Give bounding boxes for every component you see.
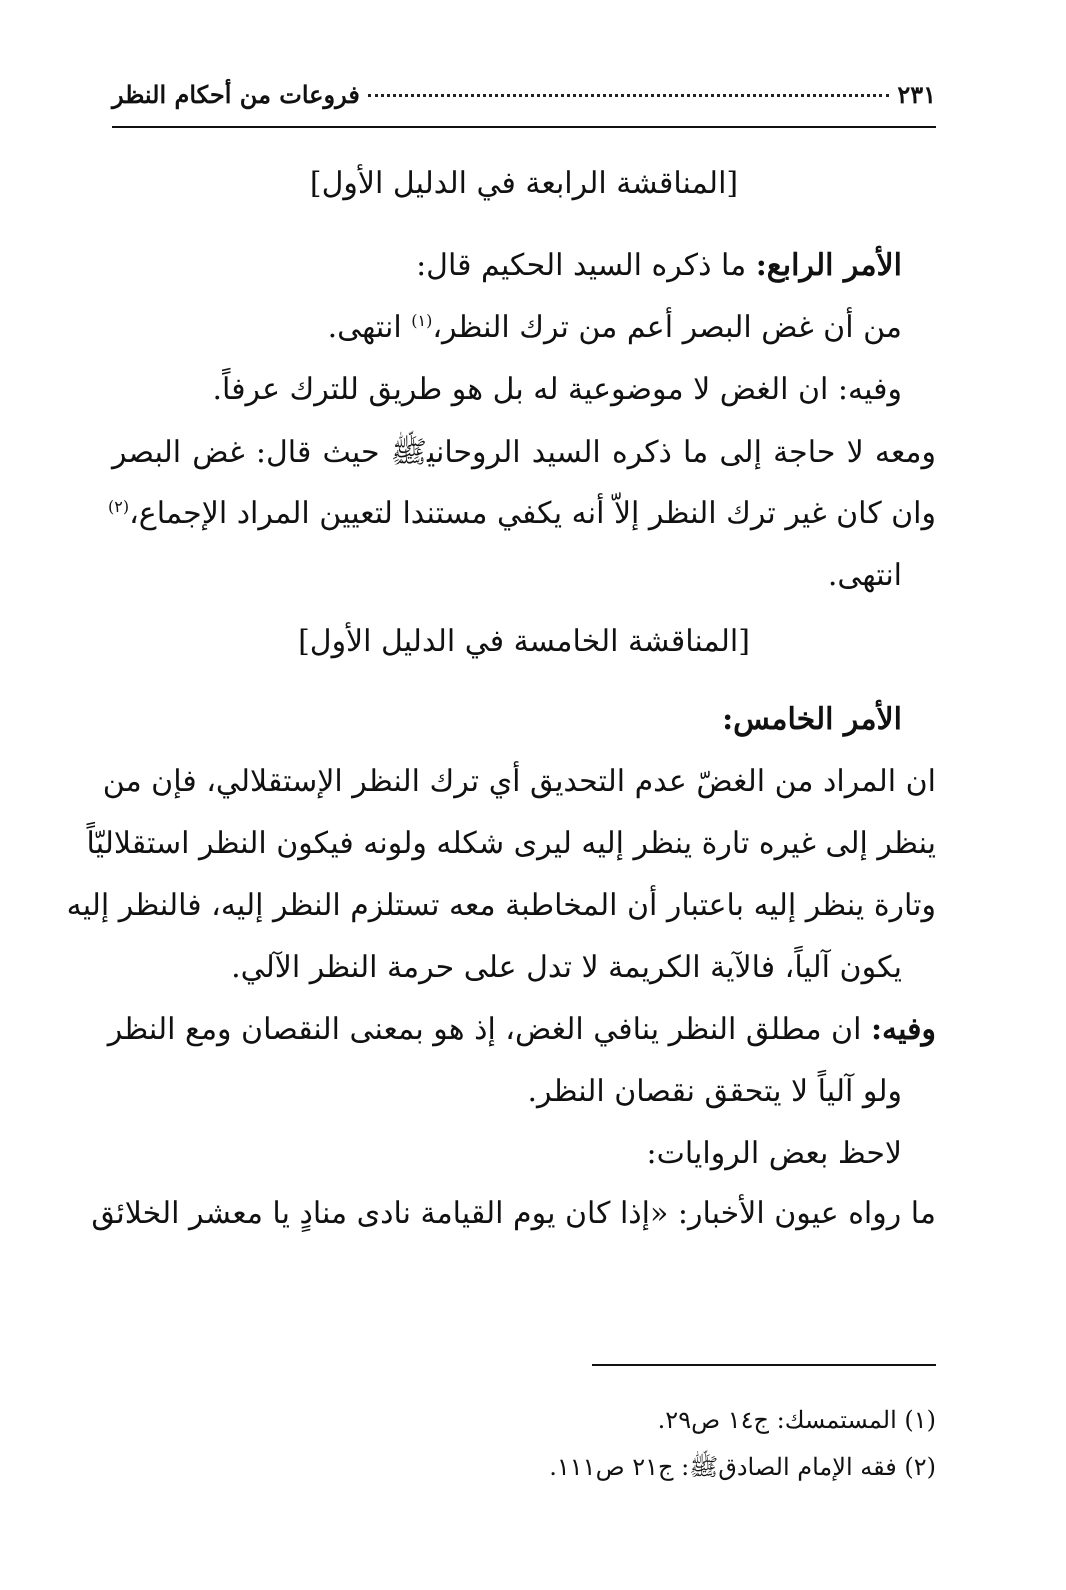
paragraph-line	[107, 1012, 936, 1047]
paragraph-line: ومعه لا حاجة إلى ما ذكره السيد الروحاني‍ﷺ حيث قال: غض البصر	[112, 435, 936, 470]
paragraph-line: لاحظ بعض الروايات:	[646, 1136, 902, 1171]
running-title: فروعات من أحكام النظر	[112, 80, 360, 109]
paragraph-lead: وفيه:	[870, 1012, 936, 1047]
paragraph-line: ان المراد من الغضّ عدم التحديق أي ترك النظر الإستقلالي، فإن من	[102, 764, 936, 799]
paragraph-line	[112, 310, 902, 345]
line-text: ان مطلق النظر ينافي الغض، إذ هو بمعنى النقصان ومع النظر	[107, 1012, 871, 1047]
line-text: من أن غض البصر أعم من ترك النظر،	[432, 310, 902, 345]
line-text: وان كان غير ترك النظر إلاّ أنه يكفي مستندا لتعيين المراد الإجماع،	[129, 496, 936, 531]
paragraph-line: ما رواه عيون الأخبار: «إذا كان يوم القيامة نادى منادٍ يا معشر الخلائق	[91, 1196, 936, 1231]
section-title-5: [المناقشة الخامسة في الدليل الأول]	[298, 624, 750, 659]
paragraph-line: انتهى.	[827, 558, 902, 593]
paragraph-line	[112, 248, 902, 283]
paragraph-line	[108, 496, 936, 531]
footnote-rule	[592, 1364, 936, 1366]
page-header	[112, 80, 936, 120]
section-title-4: [المناقشة الرابعة في الدليل الأول]	[309, 166, 739, 201]
paragraph-lead: الأمر الرابع:	[755, 248, 902, 283]
paragraph-line: يكون آلياً، فالآية الكريمة لا تدل على حرمة النظر الآلي.	[231, 950, 902, 985]
paragraph-line: وتارة ينظر إليه باعتبار أن المخاطبة معه تستلزم النظر إليه، فالنظر إليه	[66, 888, 936, 923]
paragraph-line: ينظر إلى غيره تارة ينظر إليه ليرى شكله ولونه فيكون النظر استقلاليّاً	[86, 826, 936, 861]
line-text: ما ذكره السيد الحكيم قال:	[416, 248, 756, 283]
paragraph-lead: الأمر الخامس:	[722, 702, 902, 737]
footnote-marker-2: (٢)	[108, 497, 130, 516]
header-rule	[112, 126, 936, 128]
header-dot-leader	[368, 94, 890, 97]
footnote-marker-1: (١)	[411, 311, 433, 330]
page-number: ٢٣١	[897, 80, 936, 109]
paragraph-line: وفيه: ان الغض لا موضوعية له بل هو طريق للترك عرفاً.	[212, 372, 902, 407]
footnote-2: (٢) فقه الإمام الصادقﷺ: ج٢١ ص١١١.	[549, 1453, 936, 1481]
footnote-1: (١) المستمسك: ج١٤ ص٢٩.	[657, 1406, 936, 1434]
line-text: انتهى.	[327, 310, 412, 345]
paragraph-line: ولو آلياً لا يتحقق نقصان النظر.	[527, 1074, 902, 1109]
